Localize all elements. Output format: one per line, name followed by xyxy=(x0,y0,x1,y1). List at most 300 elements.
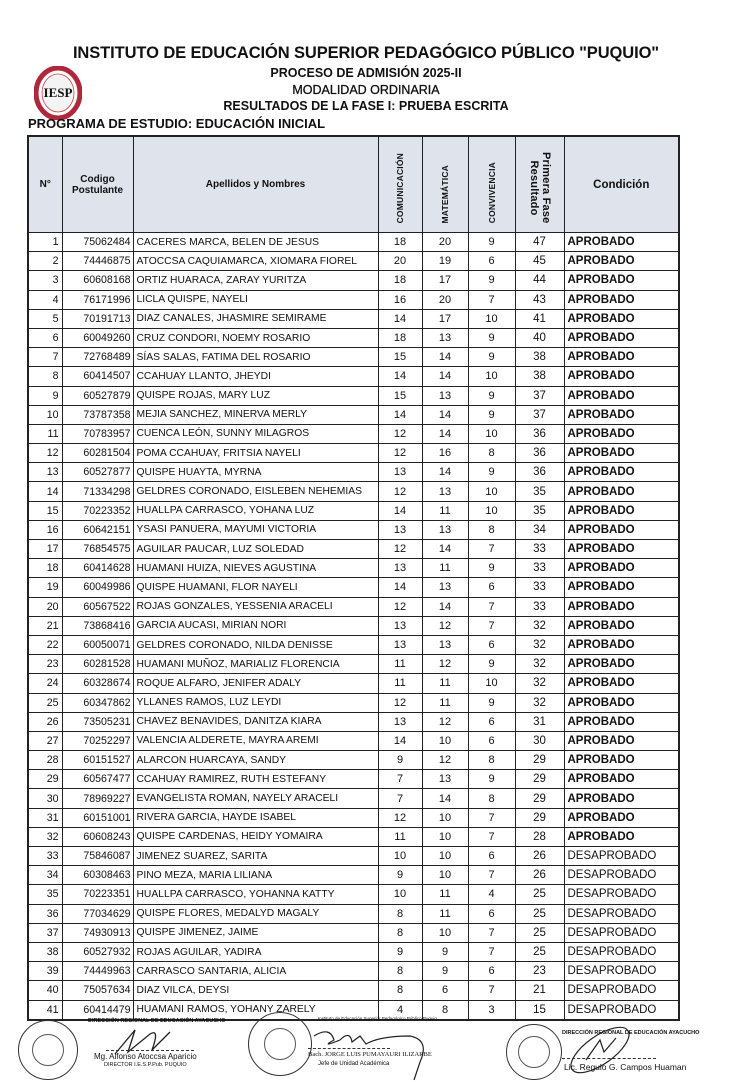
score-matematica: 10 xyxy=(422,866,468,885)
applicant-name: ROQUE ALFARO, JENIFER ADALY xyxy=(133,674,378,693)
col-header-name: Apellidos y Nombres xyxy=(133,136,378,233)
applicant-code: 60567477 xyxy=(62,770,133,789)
condition-status: APROBADO xyxy=(564,731,679,750)
score-comunicacion: 8 xyxy=(378,904,422,923)
applicant-code: 60567522 xyxy=(62,597,133,616)
score-convivencia: 6 xyxy=(468,731,515,750)
score-convivencia: 9 xyxy=(468,233,515,252)
score-matematica: 20 xyxy=(422,233,468,252)
score-convivencia: 10 xyxy=(468,501,515,520)
score-total: 25 xyxy=(515,942,564,961)
score-matematica: 17 xyxy=(422,271,468,290)
condition-status: APROBADO xyxy=(564,520,679,539)
score-convivencia: 9 xyxy=(468,348,515,367)
score-total: 36 xyxy=(515,424,564,443)
row-number: 20 xyxy=(28,597,62,616)
score-matematica: 10 xyxy=(422,827,468,846)
table-row xyxy=(28,923,679,942)
score-total: 33 xyxy=(515,597,564,616)
applicant-name: ATOCCSA CAQUIAMARCA, XIOMARA FIOREL xyxy=(133,252,378,271)
score-convivencia: 7 xyxy=(468,597,515,616)
score-convivencia: 6 xyxy=(468,578,515,597)
applicant-code: 78969227 xyxy=(62,789,133,808)
score-comunicacion: 14 xyxy=(378,501,422,520)
applicant-name: PINO MEZA, MARIA LILIANA xyxy=(133,866,378,885)
score-convivencia: 9 xyxy=(468,559,515,578)
row-number: 15 xyxy=(28,501,62,520)
condition-status: APROBADO xyxy=(564,309,679,328)
score-comunicacion: 8 xyxy=(378,981,422,1000)
applicant-name: JIMENEZ SUAREZ, SARITA xyxy=(133,847,378,866)
score-matematica: 6 xyxy=(422,981,468,1000)
row-number: 8 xyxy=(28,367,62,386)
row-number: 10 xyxy=(28,405,62,424)
condition-status: DESAPROBADO xyxy=(564,923,679,942)
score-matematica: 10 xyxy=(422,808,468,827)
score-convivencia: 9 xyxy=(468,770,515,789)
col-header-matematica: MATEMÁTICA xyxy=(422,136,468,233)
condition-status: APROBADO xyxy=(564,770,679,789)
applicant-name: POMA CCAHUAY, FRITSIA NAYELI xyxy=(133,444,378,463)
table-row xyxy=(28,674,679,693)
logo-text: IESP xyxy=(43,85,73,100)
col-header-code: Codigo Postulante xyxy=(62,136,133,233)
applicant-name: YSASI PANUERA, MAYUMI VICTORIA xyxy=(133,520,378,539)
score-total: 32 xyxy=(515,616,564,635)
applicant-code: 77034629 xyxy=(62,904,133,923)
applicant-code: 60308463 xyxy=(62,866,133,885)
score-total: 47 xyxy=(515,233,564,252)
score-convivencia: 10 xyxy=(468,424,515,443)
condition-status: APROBADO xyxy=(564,424,679,443)
score-convivencia: 7 xyxy=(468,540,515,559)
score-total: 25 xyxy=(515,885,564,904)
row-number: 19 xyxy=(28,578,62,597)
row-number: 2 xyxy=(28,252,62,271)
table-row xyxy=(28,271,679,290)
score-total: 41 xyxy=(515,309,564,328)
program-title: PROGRAMA DE ESTUDIO: EDUCACIÓN INICIAL xyxy=(28,116,326,131)
signatory-name: Bach. JORGE LUIS PUMAYAURI ILIZARBE xyxy=(308,1051,432,1058)
score-comunicacion: 14 xyxy=(378,405,422,424)
score-total: 25 xyxy=(515,904,564,923)
institution-title: INSTITUTO DE EDUCACIÓN SUPERIOR PEDAGÓGICO PÚBLICO "PUQUIO" xyxy=(72,44,660,62)
applicant-name: RIVERA GARCIA, HAYDE ISABEL xyxy=(133,808,378,827)
score-comunicacion: 13 xyxy=(378,463,422,482)
table-row xyxy=(28,309,679,328)
table-row xyxy=(28,252,679,271)
row-number: 6 xyxy=(28,328,62,347)
score-total: 36 xyxy=(515,444,564,463)
score-convivencia: 6 xyxy=(468,252,515,271)
score-comunicacion: 14 xyxy=(378,367,422,386)
row-number: 13 xyxy=(28,463,62,482)
score-convivencia: 9 xyxy=(468,693,515,712)
table-row xyxy=(28,290,679,309)
applicant-name: SÍAS SALAS, FATIMA DEL ROSARIO xyxy=(133,348,378,367)
score-matematica: 12 xyxy=(422,712,468,731)
score-comunicacion: 14 xyxy=(378,309,422,328)
score-matematica: 14 xyxy=(422,348,468,367)
condition-status: DESAPROBADO xyxy=(564,981,679,1000)
score-convivencia: 7 xyxy=(468,808,515,827)
applicant-name: HUAMANI HUIZA, NIEVES AGUSTINA xyxy=(133,559,378,578)
applicant-code: 60281528 xyxy=(62,655,133,674)
row-number: 17 xyxy=(28,540,62,559)
signature-org: DIRECCIÓN REGIONAL DE EDUCACIÓN AYACUCHO xyxy=(88,1018,226,1024)
condition-status: APROBADO xyxy=(564,827,679,846)
score-convivencia: 9 xyxy=(468,328,515,347)
score-matematica: 11 xyxy=(422,885,468,904)
score-comunicacion: 8 xyxy=(378,923,422,942)
score-convivencia: 8 xyxy=(468,444,515,463)
table-row xyxy=(28,424,679,443)
score-matematica: 13 xyxy=(422,635,468,654)
score-matematica: 11 xyxy=(422,501,468,520)
score-comunicacion: 12 xyxy=(378,444,422,463)
applicant-name: GELDRES CORONADO, NILDA DENISSE xyxy=(133,635,378,654)
score-convivencia: 9 xyxy=(468,463,515,482)
row-number: 25 xyxy=(28,693,62,712)
condition-status: APROBADO xyxy=(564,808,679,827)
seal-inner-ring xyxy=(264,1028,296,1060)
applicant-name: HUAMANI MUÑOZ, MARIALIZ FLORENCIA xyxy=(133,655,378,674)
score-matematica: 19 xyxy=(422,252,468,271)
score-comunicacion: 13 xyxy=(378,559,422,578)
score-convivencia: 9 xyxy=(468,655,515,674)
score-matematica: 10 xyxy=(422,923,468,942)
score-comunicacion: 10 xyxy=(378,847,422,866)
score-comunicacion: 13 xyxy=(378,635,422,654)
score-convivencia: 8 xyxy=(468,789,515,808)
applicant-code: 73505231 xyxy=(62,712,133,731)
table-row xyxy=(28,770,679,789)
signature-line xyxy=(106,1050,194,1051)
condition-status: APROBADO xyxy=(564,693,679,712)
condition-status: DESAPROBADO xyxy=(564,847,679,866)
score-comunicacion: 4 xyxy=(378,1000,422,1020)
score-total: 26 xyxy=(515,847,564,866)
row-number: 26 xyxy=(28,712,62,731)
table-row xyxy=(28,348,679,367)
score-matematica: 11 xyxy=(422,904,468,923)
row-number: 38 xyxy=(28,942,62,961)
score-comunicacion: 7 xyxy=(378,770,422,789)
table-header-row xyxy=(28,136,679,233)
score-matematica: 12 xyxy=(422,655,468,674)
signatory-name: Mg. Alfonso Atoccsa Aparicio xyxy=(94,1052,197,1061)
condition-status: APROBADO xyxy=(564,597,679,616)
table-row xyxy=(28,885,679,904)
score-total: 40 xyxy=(515,328,564,347)
row-number: 11 xyxy=(28,424,62,443)
applicant-code: 60608168 xyxy=(62,271,133,290)
applicant-code: 72768489 xyxy=(62,348,133,367)
results-table xyxy=(27,135,680,1021)
score-matematica: 9 xyxy=(422,962,468,981)
applicant-name: CACERES MARCA, BELEN DE JESUS xyxy=(133,233,378,252)
condition-status: DESAPROBADO xyxy=(564,885,679,904)
table-row xyxy=(28,789,679,808)
applicant-code: 70783957 xyxy=(62,424,133,443)
applicant-code: 74446875 xyxy=(62,252,133,271)
applicant-code: 74449963 xyxy=(62,962,133,981)
table-row xyxy=(28,655,679,674)
table-row xyxy=(28,540,679,559)
score-comunicacion: 13 xyxy=(378,520,422,539)
score-comunicacion: 11 xyxy=(378,674,422,693)
row-number: 18 xyxy=(28,559,62,578)
applicant-name: GELDRES CORONADO, EISLEBEN NEHEMIAS xyxy=(133,482,378,501)
score-comunicacion: 12 xyxy=(378,424,422,443)
score-convivencia: 7 xyxy=(468,616,515,635)
score-comunicacion: 13 xyxy=(378,616,422,635)
score-comunicacion: 18 xyxy=(378,328,422,347)
applicant-code: 60527932 xyxy=(62,942,133,961)
table-row xyxy=(28,751,679,770)
table-row xyxy=(28,463,679,482)
applicant-name: QUISPE HUAMANI, FLOR NAYELI xyxy=(133,578,378,597)
condition-status: APROBADO xyxy=(564,252,679,271)
score-comunicacion: 7 xyxy=(378,789,422,808)
applicant-name: ORTIZ HUARACA, ZARAY YURITZA xyxy=(133,271,378,290)
score-convivencia: 7 xyxy=(468,981,515,1000)
applicant-code: 60049260 xyxy=(62,328,133,347)
results-title: RESULTADOS DE LA FASE I: PRUEBA ESCRITA xyxy=(223,99,509,113)
applicant-name: ALARCON HUARCAYA, SANDY xyxy=(133,751,378,770)
score-convivencia: 9 xyxy=(468,271,515,290)
applicant-code: 75846087 xyxy=(62,847,133,866)
score-total: 26 xyxy=(515,866,564,885)
score-matematica: 10 xyxy=(422,731,468,750)
score-total: 33 xyxy=(515,578,564,597)
score-comunicacion: 10 xyxy=(378,885,422,904)
applicant-code: 60050071 xyxy=(62,635,133,654)
condition-status: APROBADO xyxy=(564,501,679,520)
applicant-name: GARCIA AUCASI, MIRIAN NORI xyxy=(133,616,378,635)
applicant-name: LICLA QUISPE, NAYELI xyxy=(133,290,378,309)
score-total: 15 xyxy=(515,1000,564,1020)
score-convivencia: 4 xyxy=(468,885,515,904)
applicant-name: QUISPE JIMENEZ, JAIME xyxy=(133,923,378,942)
score-comunicacion: 15 xyxy=(378,386,422,405)
applicant-code: 70191713 xyxy=(62,309,133,328)
applicant-code: 70223351 xyxy=(62,885,133,904)
applicant-code: 60281504 xyxy=(62,444,133,463)
score-comunicacion: 16 xyxy=(378,290,422,309)
score-comunicacion: 12 xyxy=(378,540,422,559)
applicant-name: VALENCIA ALDERETE, MAYRA AREMI xyxy=(133,731,378,750)
row-number: 21 xyxy=(28,616,62,635)
signatory-name: Lic. Regulo G. Campos Huaman xyxy=(564,1062,687,1072)
condition-status: APROBADO xyxy=(564,655,679,674)
condition-status: DESAPROBADO xyxy=(564,962,679,981)
table-row xyxy=(28,942,679,961)
score-matematica: 13 xyxy=(422,328,468,347)
col-header-convivencia: CONVIVENCIA xyxy=(468,136,515,233)
score-comunicacion: 9 xyxy=(378,942,422,961)
applicant-name: YLLANES RAMOS, LUZ LEYDI xyxy=(133,693,378,712)
score-comunicacion: 12 xyxy=(378,693,422,712)
table-row xyxy=(28,501,679,520)
score-matematica: 14 xyxy=(422,789,468,808)
score-convivencia: 9 xyxy=(468,386,515,405)
table-row xyxy=(28,328,679,347)
score-convivencia: 6 xyxy=(468,712,515,731)
condition-status: APROBADO xyxy=(564,712,679,731)
score-matematica: 11 xyxy=(422,693,468,712)
score-comunicacion: 20 xyxy=(378,252,422,271)
row-number: 32 xyxy=(28,827,62,846)
score-matematica: 14 xyxy=(422,597,468,616)
score-total: 36 xyxy=(515,463,564,482)
applicant-code: 76171996 xyxy=(62,290,133,309)
signature-line xyxy=(562,1058,656,1059)
seal-inner-ring xyxy=(32,1034,64,1066)
score-comunicacion: 15 xyxy=(378,348,422,367)
condition-status: DESAPROBADO xyxy=(564,942,679,961)
table-row xyxy=(28,693,679,712)
table-row xyxy=(28,578,679,597)
score-convivencia: 10 xyxy=(468,482,515,501)
row-number: 29 xyxy=(28,770,62,789)
applicant-code: 60414628 xyxy=(62,559,133,578)
table-row xyxy=(28,482,679,501)
applicant-code: 70252297 xyxy=(62,731,133,750)
process-title: PROCESO DE ADMISIÓN 2025-II xyxy=(270,66,462,80)
applicant-code: 60328674 xyxy=(62,674,133,693)
score-convivencia: 10 xyxy=(468,674,515,693)
col-header-condicion: Condición xyxy=(564,136,679,233)
score-convivencia: 3 xyxy=(468,1000,515,1020)
applicant-name: QUISPE CARDENAS, HEIDY YOMAIRA xyxy=(133,827,378,846)
applicant-name: CUENCA LEÓN, SUNNY MILAGROS xyxy=(133,424,378,443)
applicant-code: 60414479 xyxy=(62,1000,133,1020)
condition-status: APROBADO xyxy=(564,444,679,463)
table-row xyxy=(28,962,679,981)
applicant-name: HUALLPA CARRASCO, YOHANNA KATTY xyxy=(133,885,378,904)
condition-status: APROBADO xyxy=(564,290,679,309)
score-convivencia: 9 xyxy=(468,405,515,424)
score-total: 44 xyxy=(515,271,564,290)
applicant-name: HUAMANI RAMOS, YOHANY ZARELY xyxy=(133,1000,378,1020)
row-number: 14 xyxy=(28,482,62,501)
table-row xyxy=(28,405,679,424)
score-convivencia: 6 xyxy=(468,962,515,981)
applicant-code: 60642151 xyxy=(62,520,133,539)
table-row xyxy=(28,520,679,539)
score-total: 38 xyxy=(515,367,564,386)
col-header-resultado: Resultado Primera Fase xyxy=(515,136,564,233)
score-total: 37 xyxy=(515,405,564,424)
applicant-code: 60347862 xyxy=(62,693,133,712)
row-number: 28 xyxy=(28,751,62,770)
score-total: 33 xyxy=(515,559,564,578)
score-total: 31 xyxy=(515,712,564,731)
applicant-name: CARRASCO SANTARIA, ALICIA xyxy=(133,962,378,981)
row-number: 16 xyxy=(28,520,62,539)
score-total: 32 xyxy=(515,635,564,654)
score-matematica: 14 xyxy=(422,367,468,386)
score-matematica: 11 xyxy=(422,559,468,578)
score-convivencia: 8 xyxy=(468,520,515,539)
score-total: 28 xyxy=(515,827,564,846)
score-convivencia: 8 xyxy=(468,751,515,770)
condition-status: DESAPROBADO xyxy=(564,1000,679,1020)
condition-status: APROBADO xyxy=(564,559,679,578)
score-total: 32 xyxy=(515,655,564,674)
applicant-code: 76854575 xyxy=(62,540,133,559)
applicant-code: 60608243 xyxy=(62,827,133,846)
score-matematica: 13 xyxy=(422,386,468,405)
condition-status: APROBADO xyxy=(564,616,679,635)
score-comunicacion: 14 xyxy=(378,578,422,597)
row-number: 35 xyxy=(28,885,62,904)
signatory-role: DIRECTOR I.E.S.P.Pub. PUQUIO xyxy=(104,1062,187,1068)
score-matematica: 14 xyxy=(422,405,468,424)
score-matematica: 14 xyxy=(422,424,468,443)
row-number: 7 xyxy=(28,348,62,367)
condition-status: APROBADO xyxy=(564,674,679,693)
score-total: 32 xyxy=(515,693,564,712)
score-matematica: 13 xyxy=(422,770,468,789)
applicant-code: 60414507 xyxy=(62,367,133,386)
row-number: 24 xyxy=(28,674,62,693)
signature-org: DIRECCIÓN REGIONAL DE EDUCACIÓN AYACUCHO xyxy=(562,1030,700,1036)
row-number: 36 xyxy=(28,904,62,923)
condition-status: APROBADO xyxy=(564,482,679,501)
score-total: 25 xyxy=(515,923,564,942)
condition-status: APROBADO xyxy=(564,271,679,290)
modality-title: MODALIDAD ORDINARIA xyxy=(292,83,440,97)
score-convivencia: 7 xyxy=(468,866,515,885)
score-comunicacion: 14 xyxy=(378,731,422,750)
row-number: 5 xyxy=(28,309,62,328)
score-comunicacion: 18 xyxy=(378,233,422,252)
row-number: 41 xyxy=(28,1000,62,1020)
applicant-code: 74930913 xyxy=(62,923,133,942)
table-row xyxy=(28,635,679,654)
score-total: 30 xyxy=(515,731,564,750)
score-convivencia: 6 xyxy=(468,904,515,923)
score-comunicacion: 13 xyxy=(378,712,422,731)
table-row xyxy=(28,559,679,578)
condition-status: APROBADO xyxy=(564,540,679,559)
condition-status: APROBADO xyxy=(564,386,679,405)
row-number: 37 xyxy=(28,923,62,942)
score-matematica: 17 xyxy=(422,309,468,328)
row-number: 4 xyxy=(28,290,62,309)
table-row xyxy=(28,386,679,405)
score-matematica: 16 xyxy=(422,444,468,463)
condition-status: APROBADO xyxy=(564,328,679,347)
condition-status: APROBADO xyxy=(564,233,679,252)
seal-inner-ring xyxy=(518,1036,550,1068)
score-comunicacion: 12 xyxy=(378,482,422,501)
score-matematica: 8 xyxy=(422,1000,468,1020)
score-comunicacion: 18 xyxy=(378,271,422,290)
table-row xyxy=(28,808,679,827)
score-total: 32 xyxy=(515,674,564,693)
score-matematica: 20 xyxy=(422,290,468,309)
signature-line xyxy=(308,1048,390,1049)
applicant-code: 73868416 xyxy=(62,616,133,635)
score-comunicacion: 11 xyxy=(378,827,422,846)
score-total: 33 xyxy=(515,540,564,559)
col-header-number: N° xyxy=(28,136,62,233)
row-number: 3 xyxy=(28,271,62,290)
score-total: 38 xyxy=(515,348,564,367)
